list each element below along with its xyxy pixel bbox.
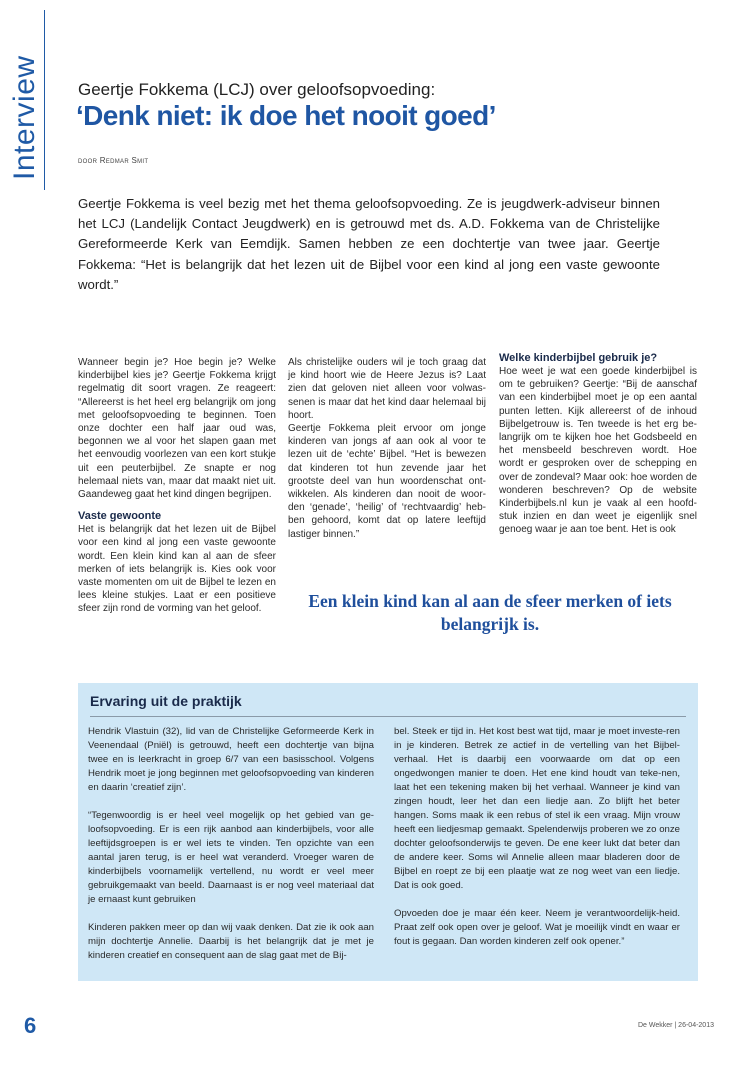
box-right-paragraph-1: bel. Steek er tijd in. Het kost best wat tijd, maar je moet investe-ren in je kinderen. Betrek ze actief in de vertelling van het Bijbel-verhaal. Het is daarbij een voorwaarde om dat op een ongedwongen manier te doen. Het ene kind houdt van teke-nen, laat het een tekening maken bij het verhaal. Wanneer je kind van zingen houdt, leer het dan een liedje aan. Zo blijft het beter hangen. Soms maak ik een rebus of stel ik een vraag. Mijn vrouw heeft een liedjesmap gemaakt. Spelenderwijs proberen we zo onze dochter geloofsonderwijs te geven. De ene keer lukt dat beter dan de andere keer. Soms wil Annelie alleen maar bladeren door de Bijbel en roept ze bij een plaatje wat ze nog weet van een liedje. Dat is ook goed.: [394, 726, 680, 891]
pull-quote: Een klein kind kan al aan de sfeer merken of iets belangrijk is.: [308, 591, 672, 634]
side-rule: [44, 10, 45, 190]
article-headline: ‘Denk niet: ik doe het nooit goed’: [76, 100, 496, 131]
col1-paragraph-2: Het is belangrijk dat het lezen uit de Bijbel voor een kind al jong een vaste gewoonte wordt. Een klein kind kan al aan de sfeer merken of iets belangrijk is. Kies ook voor vaste momenten om uit de Bijbel te lezen en lees kleine stukjes. Laat er een positieve sfeer zijn rond de vorming van het geloof.: [78, 524, 276, 615]
box-left-paragraph-2: “Tegenwoordig is er heel veel mogelijk op het gebied van ge-loofsopvoeding. Er is een rijk aanbod aan kinderbijbels, voor alle leeftijdsgroepen is er wel iets te vinden. Ten opzichte van een aantal jaren terug, is er heel wat veranderd. Vroeger waren de kinderbijbels voornamelijk vertellend, nu wordt er veel meer gebruikgemaakt van beeld. Daarnaast is er nog veel materiaal dat je ernaast kunt gebruiken: [88, 810, 374, 905]
byline: [78, 156, 148, 165]
body-column-2: [288, 356, 486, 541]
body-column-3: [499, 352, 697, 537]
box-left-paragraph-3: Kinderen pakken meer op dan wij vaak denken. Dat zie ik ook aan mijn dochtertje Annelie. Daarbij is het belangrijk dat je met je kinderen creatief en consequent aan de slag gaat met de Bij-: [88, 922, 374, 961]
box-right-paragraph-2: Opvoeden doe je maar één keer. Neem je verantwoordelijk-heid. Praat zelf ook open over je geloof. Wat je moeilijk vindt en waar er fout is gegaan. Dan worden kinderen zelf ook opener.”: [394, 908, 680, 947]
box-column-left: [88, 725, 374, 977]
col2-paragraph-1: Als christelijke ouders wil je toch graag dat je kind hoort wie de Heere Jezus is? Laat zien dat geloven niet alleen voor volwas-senen is maar dat het kind daar helemaal bij hoort.: [288, 357, 486, 421]
byline-author: Redmar Smit: [99, 156, 149, 165]
box-left-paragraph-1: Hendrik Vlastuin (32), lid van de Christelijke Geformeerde Kerk in Veenendaal (Pniël) is getrouwd, heeft een dochtertje van bijna twee en is leerkracht in groep 6/7 van een basisschool. Volgens Hendrik moet je jong beginnen met geloofsopvoeding van kinderen en daarin ‘creatief zijn’.: [88, 726, 374, 793]
col3-heading: Welke kinderbijbel gebruik je?: [499, 352, 658, 364]
article-subtitle: Geertje Fokkema (LCJ) over geloofsopvoeding:: [78, 80, 436, 99]
sidebar-box: [78, 683, 698, 981]
box-divider: [90, 716, 686, 717]
page-number: 6: [24, 1013, 37, 1038]
col1-heading: Vaste gewoonte: [78, 510, 162, 523]
box-column-right: [394, 725, 680, 963]
body-column-1: [78, 356, 276, 616]
footer-publication: De Wekker | 26-04-2013: [637, 1022, 714, 1029]
col2-paragraph-2: Geertje Fokkema pleit ervoor om jonge kinderen van jongs af aan ook al voor te lezen uit de ‘echte’ Bijbel. “Het is bewezen dat kinderen tot hun zevende jaar het grootste deel van hun woordenschat ont-wikkelen. Als kinderen dan nooit de woor-den ‘genade’, ‘heilig’ of ‘rechtvaardig’ heb-ben gehoord, komt dat op latere leeftijd lastiger binnen.”: [288, 423, 486, 540]
section-label: Interview: [8, 55, 41, 180]
intro-paragraph: Geertje Fokkema is veel bezig met het thema geloofsopvoeding. Ze is jeugdwerk-adviseur binnen het LCJ (Landelijk Contact Jeugdwerk) en is getrouwd met ds. A.D. Fokkema van de Christelijke Gereformeerde Kerk van Eemdijk. Samen hebben ze een dochtertje van twee jaar. Geertje Fokkema: “Het is belangrijk dat het lezen uit de Bijbel voor een kind al jong een vaste gewoonte wordt.”: [78, 196, 660, 292]
col3-paragraph-1: Hoe weet je wat een goede kinderbijbel is om te gebruiken? Geertje: “Bij de aanschaf van een kinderbijbel moet je op een aantal punten letten. Kijk allereerst of de inhoud Bijbelgetrouw is. Ten tweede is het erg be-langrijk om te kijken hoe het Godsbeeld en het mensbeeld beschreven wordt. Hoe wordt er gesproken over de schepping en over de zondeval? Maar ook: hoe worden de wonderen beschreven? Op de website Kinderbijbels.nl kun je vaak al een hoofd-stuk inzien en dan weet je eigenlijk snel genoeg waar je aan toe bent. Het is ook: [499, 366, 697, 536]
box-title: Ervaring uit de praktijk: [90, 693, 242, 709]
col1-paragraph-1: Wanneer begin je? Hoe begin je? Welke kinderbijbel kies je? Geertje Fokkema krijgt regelmatig dit soort vragen. Ze reageert: “Allereerst is het heel erg belangrijk om jong met geloofsopvoeding te beginnen. Toen onze dochter een half jaar oud was, begonnen we al voor het slapen gaan met het eenvoudig voorlezen van een kort stukje uit een peuterbijbel. Ze snapte er nog helemaal niets van, maar dat maakt niet uit. Gaandeweg gaat het kind dingen begrijpen.: [78, 357, 276, 501]
byline-prefix: door: [78, 156, 98, 165]
